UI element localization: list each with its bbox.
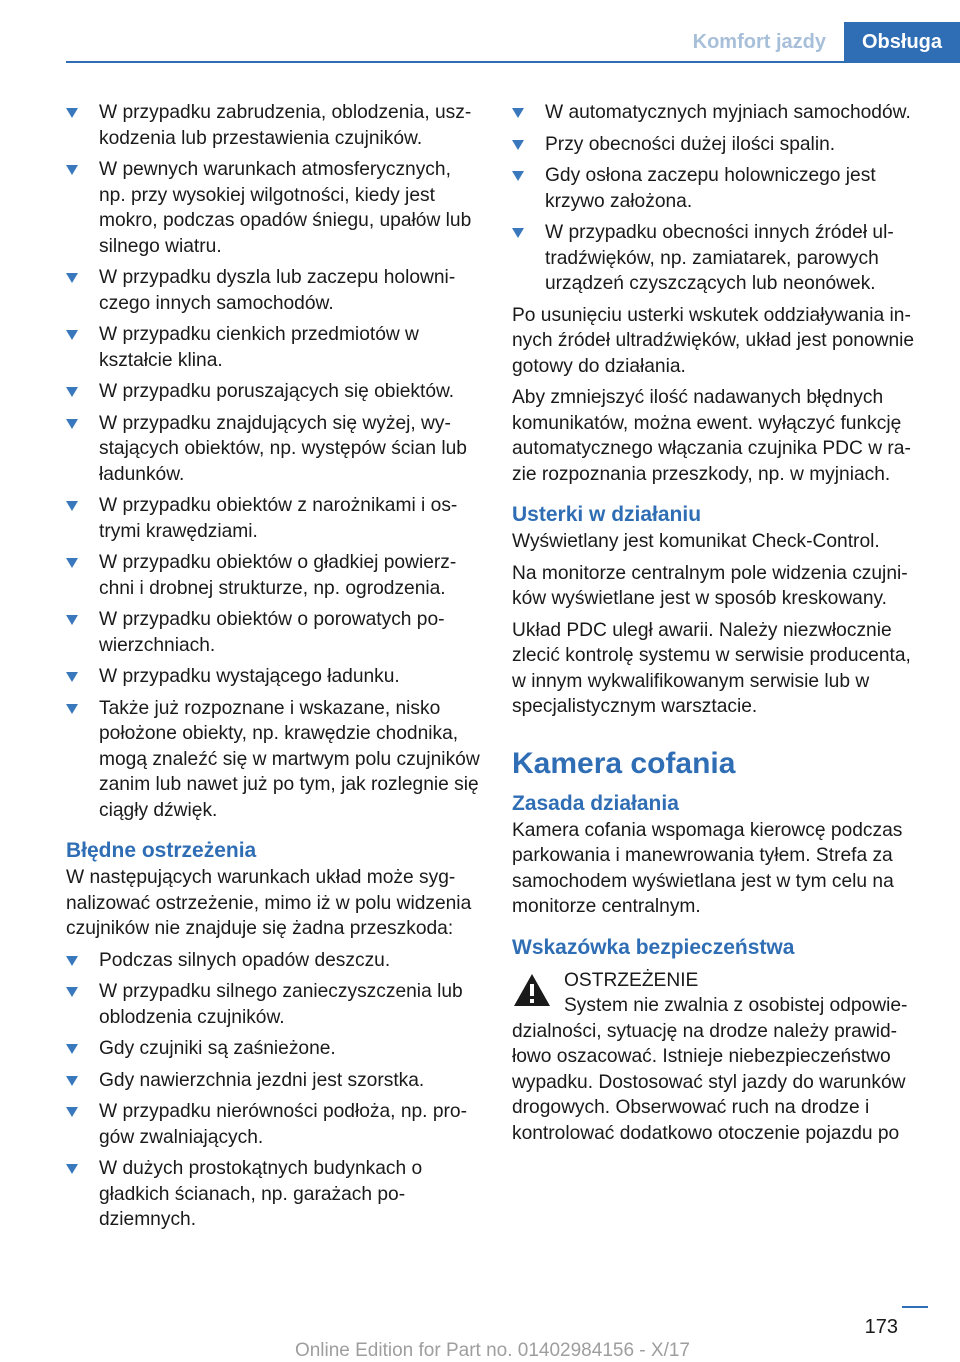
bullet-triangle-icon: [66, 387, 78, 397]
false-warnings-list: [66, 948, 480, 1233]
bullet-triangle-icon: [512, 171, 524, 181]
tab-obsluga[interactable]: Obsługa: [844, 22, 960, 62]
bullet-triangle-icon: [66, 419, 78, 429]
footer-edition: Online Edition for Part no. 01402984156 - X/17: [294, 1340, 690, 1361]
list-item: W przypadku obiektów o porowatych powierzchniach.: [66, 607, 480, 658]
paragraph-principle: Kamera cofania wspomaga kierowcę podczas parkowania i manewrowania tyłem. Strefa za samochodem wyświetlana jest w tym celu na monitorze centralnym.: [512, 819, 903, 917]
paragraph-check-control: Wyświetlany jest komunikat Check-Control.: [512, 531, 880, 552]
bullet-triangle-icon: [66, 672, 78, 682]
bullet-triangle-icon: [512, 228, 524, 238]
paragraph-hatched-display: Na monitorze centralnym pole widzenia czujników wyświetlane jest w sposób kreskowany.: [512, 562, 908, 609]
bullet-triangle-icon: [66, 108, 78, 118]
bullet-triangle-icon: [66, 615, 78, 625]
paragraph-reduce-warnings: Aby zmniejszyć ilość nadawanych błędnych komunikatów, można ewent. wyłączyć funkcję automatycznego włączania czujnika PDC w razie rozpoznania przeszkody, np. w myjniach.: [512, 387, 911, 485]
list-item: Przy obecności dużej ilości spalin.: [512, 132, 928, 158]
bullet-triangle-icon: [66, 956, 78, 966]
bullet-triangle-icon: [66, 1076, 78, 1086]
list-item: W przypadku cienkich przedmiotów w kształcie klina.: [66, 322, 480, 373]
bullet-triangle-icon: [66, 987, 78, 997]
list-item: W automatycznych myjniach samochodów.: [512, 100, 928, 126]
list-item: W przypadku obiektów o gładkiej powierzchni i drobnej strukturze, np. ogrodzenia.: [66, 550, 480, 601]
list-item: Podczas silnych opadów deszczu.: [66, 948, 480, 974]
list-item: W przypadku nierówności podłoża, np. progów zwalniających.: [66, 1099, 480, 1150]
list-item: W przypadku obecności innych źródeł ultradźwięków, np. zamiatarek, parowych urządzeń czyszczących lub neonówek.: [512, 220, 928, 297]
list-item: W dużych prostokątnych budynkach o gładkich ścianach, np. garażach podziemnych.: [66, 1156, 480, 1233]
bullet-triangle-icon: [66, 1044, 78, 1054]
limits-list: [66, 100, 480, 823]
bullet-triangle-icon: [512, 108, 524, 118]
bullet-triangle-icon: [66, 273, 78, 283]
page-number: 173: [864, 1316, 898, 1338]
list-item: W przypadku dyszla lub zaczepu holowniczego innych samochodów.: [66, 265, 480, 316]
heading-safety: Wskazówka bezpieczeństwa: [512, 935, 795, 959]
warning-label: OSTRZEŻENIE: [564, 969, 699, 991]
left-column: [66, 100, 480, 1239]
list-item: W przypadku obiektów z narożnikami i ostrymi krawędziami.: [66, 493, 480, 544]
bullet-triangle-icon: [66, 704, 78, 714]
header-tabs: [675, 22, 960, 62]
footer-rule: [902, 1306, 928, 1308]
false-warnings-intro: W następujących warunkach układ może sygnalizować ostrzeżenie, mimo iż w polu widzenia czujników nie znajduje się żadna przeszkoda:: [66, 867, 472, 939]
list-item: Gdy osłona zaczepu holowniczego jest krzywo założona.: [512, 163, 928, 214]
heading-faults: Usterki w działaniu: [512, 503, 702, 526]
bullet-triangle-icon: [66, 558, 78, 568]
bullet-triangle-icon: [66, 1107, 78, 1117]
bullet-triangle-icon: [66, 165, 78, 175]
list-item: Gdy nawierzchnia jezdni jest szorstka.: [66, 1068, 480, 1094]
paragraph-ready-again: Po usunięciu usterki wskutek oddziaływania innych źródeł ultradźwięków, układ jest ponownie gotowy do działania.: [512, 304, 915, 377]
list-item: W przypadku wystającego ładunku.: [66, 664, 480, 690]
list-item: Także już rozpoznane i wskazane, nisko położone obiekty, np. krawędzie chodnika, mogą znaleźć się w martwym polu czujników zanim lub nawet już po tym, jak rozlegnie się ciągły dźwięk.: [66, 696, 480, 824]
list-item: W przypadku znajdujących się wyżej, wystających obiektów, np. występów ścian lub ładunków.: [66, 411, 480, 488]
bullet-triangle-icon: [512, 140, 524, 150]
list-item: W przypadku zabrudzenia, oblodzenia, uszkodzenia lub przestawienia czujników.: [66, 100, 480, 151]
list-item: Gdy czujniki są zaśnieżone.: [66, 1036, 480, 1062]
heading-false-warnings: Błędne ostrzeżenia: [66, 839, 257, 862]
section-title-rear-camera: Kamera cofania: [512, 746, 736, 780]
tab-komfort-jazdy[interactable]: Komfort jazdy: [675, 22, 844, 62]
warning-text: System nie zwalnia z osobistej odpowiedzialności, sytuację na drodze należy prawidłowo oszacować. Istnieje niebezpieczeństwo wypadku. Dostosować styl jazdy do warunków drogowych. Obserwować ruch na drodze i kontrolować dodatkowo otoczenie pojazdu po: [512, 995, 908, 1144]
paragraph-pdc-failure: Układ PDC uległ awarii. Należy niezwłocznie zlecić kontrolę systemu w serwisie producenta, w innym wykwalifikowanym serwisie lub w specjalistycznym warsztacie.: [512, 619, 911, 717]
bullet-triangle-icon: [66, 501, 78, 511]
list-item: W przypadku silnego zanieczyszczenia lub oblodzenia czujników.: [66, 979, 480, 1030]
list-item: W przypadku poruszających się obiektów.: [66, 379, 480, 405]
heading-principle: Zasada działania: [512, 791, 679, 815]
bullet-triangle-icon: [66, 330, 78, 340]
warning-block: [512, 968, 928, 1147]
more-false-warnings-list: [512, 100, 928, 297]
warning-triangle-icon: [512, 972, 552, 1008]
bullet-triangle-icon: [66, 1164, 78, 1174]
header-rule: [66, 61, 960, 63]
list-item: W pewnych warunkach atmosferycznych, np. przy wysokiej wilgotności, kiedy jest mokro, podczas opadów śniegu, upałów lub silnego wiatru.: [66, 157, 480, 259]
right-column: [512, 100, 928, 1146]
